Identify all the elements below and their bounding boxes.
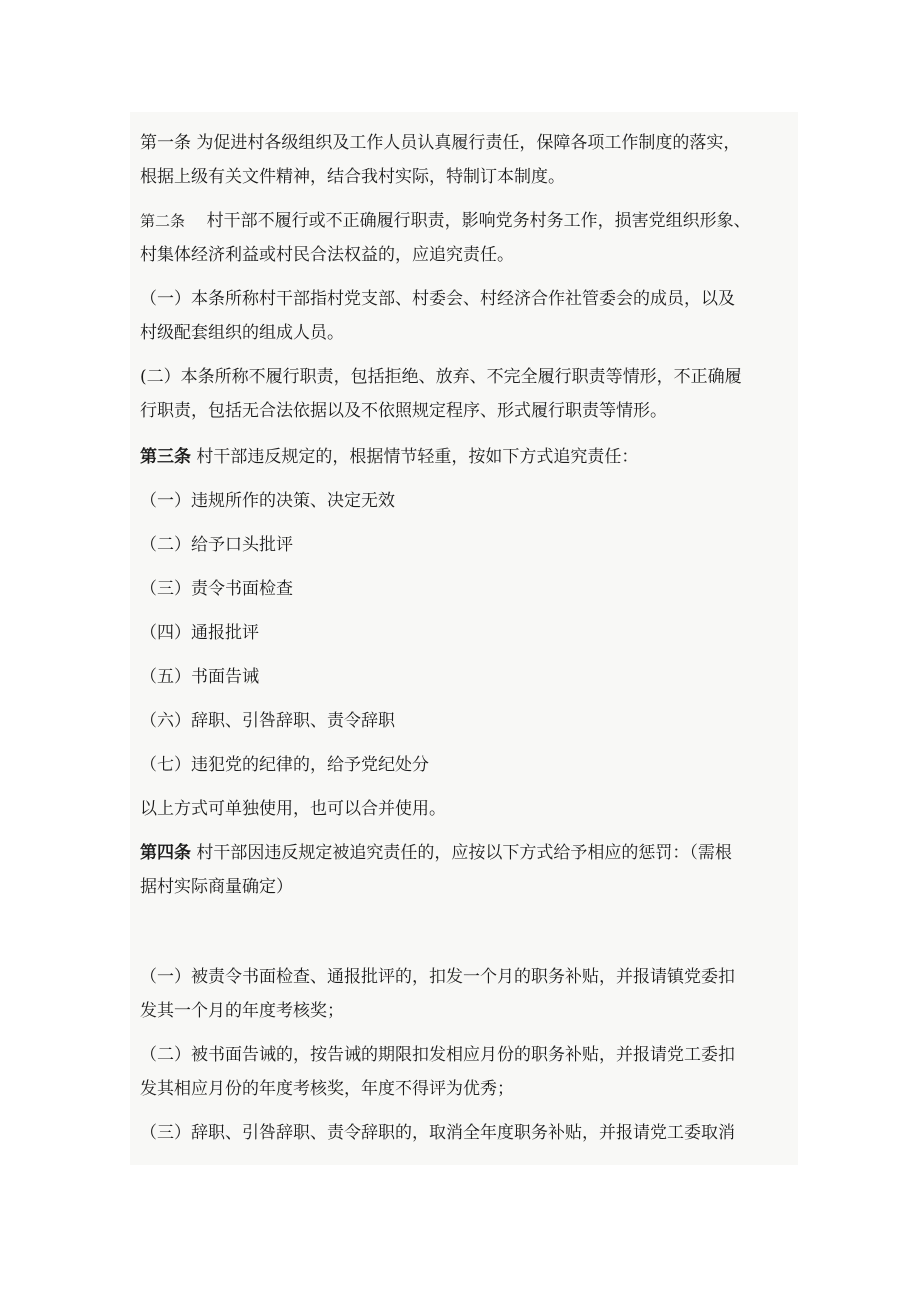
article-2-line-1 — [140, 210, 792, 232]
article-2-item-1-line-2: 村级配套组织的组成人员。 — [140, 323, 344, 343]
article-3-item: （四）通报批评 — [140, 623, 259, 643]
article-4-item-line: 发其一个月的年度考核奖； — [140, 1001, 344, 1021]
article-3-item: （三）责令书面检查 — [140, 579, 293, 599]
article-4-item-line: （三）辞职、引咎辞职、责令辞职的，取消全年度职务补贴，并报请党工委取消 — [140, 1123, 735, 1143]
article-2-heading: 第二条 — [140, 212, 186, 230]
article-4-heading: 第四条 — [140, 843, 191, 863]
article-2-item-1-line-1: （一）本条所称村干部指村党支部、村委会、村经济合作社管委会的成员，以及 — [140, 289, 735, 309]
article-3-heading: 第三条 — [140, 447, 191, 467]
article-3-item: （六）辞职、引咎辞职、责令辞职 — [140, 711, 395, 731]
article-4-item-line: （一）被责令书面检查、通报批评的，扣发一个月的职务补贴，并报请镇党委扣 — [140, 967, 735, 987]
article-2-item-2-line-1: (二）本条所称不履行职责，包括拒绝、放弃、不完全履行职责等情形，不正确履 — [140, 367, 742, 387]
article-4-item-line: 发其相应月份的年度考核奖，年度不得评为优秀； — [140, 1079, 514, 1099]
article-3-line — [140, 446, 792, 468]
article-4-text: 村干部因违反规定被追究责任的，应按以下方式给予相应的惩罚：（需根 — [191, 843, 732, 863]
article-2-item-2-line-2: 行职责，包括无合法依据以及不依照规定程序、形式履行职责等情形。 — [140, 401, 667, 421]
article-3-text: 村干部违反规定的，根据情节轻重，按如下方式追究责任： — [191, 447, 639, 467]
article-4-item-line: （二）被书面告诫的，按告诫的期限扣发相应月份的职务补贴，并报请党工委扣 — [140, 1045, 735, 1065]
article-3-item: （五）书面告诫 — [140, 667, 259, 687]
article-1-line-1: 第一条 为促进村各级组织及工作人员认真履行责任，保障各项工作制度的落实， — [140, 133, 741, 153]
article-2-text: 村干部不履行或不正确履行职责，影响党务村务工作，损害党组织形象、 — [206, 211, 751, 231]
article-3-closing: 以上方式可单独使用，也可以合并使用。 — [140, 799, 446, 819]
article-4-line-2: 据村实际商量确定） — [140, 877, 293, 897]
article-4-line-1 — [140, 842, 792, 864]
document-page — [130, 112, 798, 1165]
article-3-item: （七）违犯党的纪律的，给予党纪处分 — [140, 755, 429, 775]
article-3-item: （二）给予口头批评 — [140, 535, 293, 555]
article-3-item: （一）违规所作的决策、决定无效 — [140, 491, 395, 511]
article-2-line-2: 村集体经济利益或村民合法权益的，应追究责任。 — [140, 245, 514, 265]
article-1-line-2: 根据上级有关文件精神，结合我村实际，特制订本制度。 — [140, 167, 565, 187]
